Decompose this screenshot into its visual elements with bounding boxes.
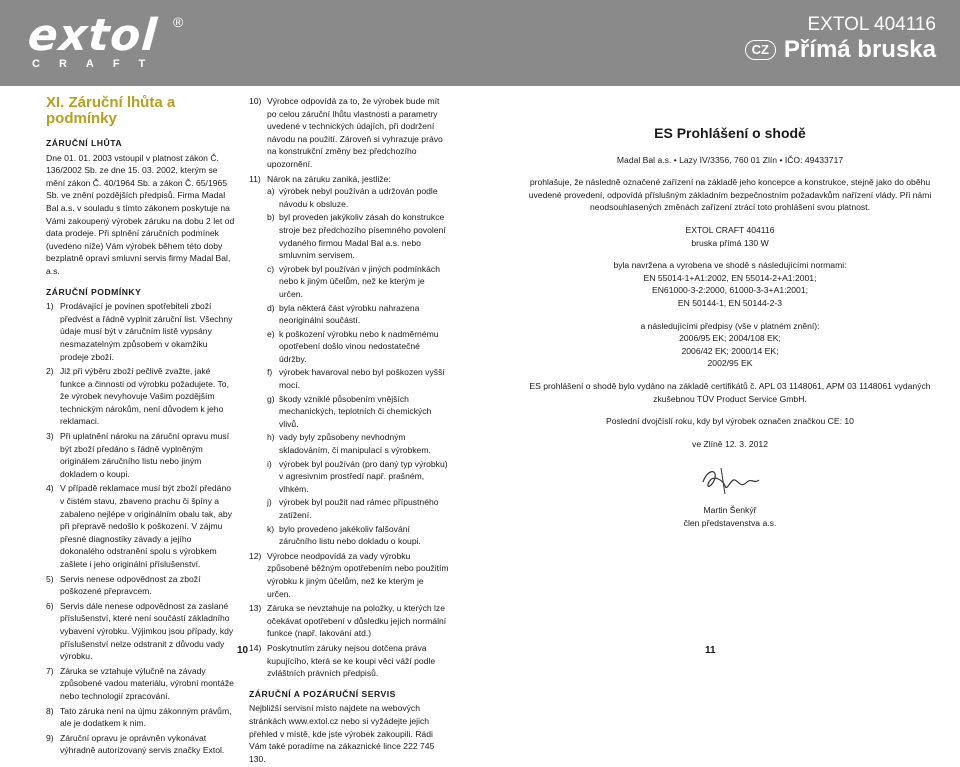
list-item: 12) Výrobce neodpovídá za vady výrobku způsobené běžným opotřebením nebo použitím výrobku k jiným účelům, než ke kterým je určen. (249, 550, 449, 599)
page-number-left: 10 (237, 645, 249, 656)
product-title-row (745, 36, 936, 64)
model-number: EXTOL 404116 (807, 14, 936, 35)
list-item: 7) Záruka se vztahuje výlučně na závady způsobené vadou materiálu, výrobní montáže nebo technologií zpracování. (46, 665, 234, 701)
reg-line: 2002/95 EK (707, 358, 753, 369)
regs-intro: a následujícími předpisy (vše v platném znění): (640, 320, 820, 331)
language-badge: CZ (745, 40, 776, 60)
norms-intro: byla navržena a vyrobena ve shodě s následujícími normami: (613, 260, 847, 271)
sub-list-item: k) bylo provedeno jakékoliv falšování záručního listu nebo dokladu o koupi. (267, 523, 421, 547)
warranty-column-left (46, 95, 236, 759)
list-item: 10) Výrobce odpovídá za to, že výrobek bude mít po celou záruční lhůtu vlastnosti a parametry uvedené v technických údajích, při dodržení návodu na použití. Zároveň si vyhrazuje právo na konstrukční změny bez předchozího upozornění. (249, 96, 443, 169)
sub-list-item: e) k poškození výrobku nebo k nadměrnému opotřebení došlo vinou nedostatečné údržby. (267, 328, 439, 364)
regulations-block (528, 320, 932, 370)
registered-mark: ® (173, 14, 184, 30)
signature-image (695, 460, 765, 500)
extol-craft-logo (26, 10, 188, 74)
list-item: 13) Záruka se nevztahuje na položky, u kterých lze očekávat opotřebení v důsledku jejich normální funkce (např. lakování atd.) (249, 603, 447, 639)
page-number-right: 11 (705, 645, 716, 656)
subheading-warranty-conditions: ZÁRUČNÍ PODMÍNKY (46, 286, 142, 297)
warranty-column-middle (249, 95, 449, 767)
warranty-period-text: Dne 01. 01. 2003 vstoupil v platnost zákon Č. 136/2002 Sb. ze dne 15. 03. 2002, kterým se mění zákon Č. 40/1964 Sb. a zákon Č. 65/1965 Sb. ve znění pozdějších předpisů. Firma Madal Bal a.s. v souladu s tímto zákonem poskytuje na Vámi zakoupený výrobek záruku na dobu 2 let od data prodeje. Při splnění záručních podmínek (uvedeno níže) Vám výrobek během této doby bezplatně opraví smluvní servis firmy Madal Bal, a.s. (46, 152, 235, 276)
logo-wordmark: extol (26, 10, 160, 61)
service-text: Nejbližší servisní místo najdete na webových stránkách www.extol.cz nebo si vyžádejte jejich přehled v místě, kde jste výrobek zakoupili. Rádi Vám také poradíme na zákaznické lince 222 745 130. (249, 703, 435, 764)
sub-list-item: h) vady byly způsobeny nevhodným skladováním, či manipulací s výrobkem. (267, 432, 431, 456)
signer-block (528, 504, 932, 529)
product-title: Přímá bruska (783, 36, 936, 63)
section-title: XI. Záruční lhůta a podmínky (46, 94, 176, 127)
sub-list-item: b) byl proveden jakýkoliv zásah do konstrukce stroje bez předchozího písemného povolení vydaného firmou Madal Bal a.s. nebo smluvním servisem. (267, 212, 446, 261)
signer-role: člen představenstva a.s. (683, 517, 777, 528)
sub-list-item: j) výrobek byl použit nad rámec přípustného zatížení. (267, 497, 439, 520)
norms-block (528, 259, 932, 309)
ce-year-text: Poslední dvojčíslí roku, kdy byl výrobek označen značkou CE: 10 (606, 416, 854, 427)
norm-line: EN 50144-1, EN 50144-2-3 (677, 297, 783, 308)
norm-line: EN61000-3-2:2000, 61000-3-3+A1:2001; (651, 285, 808, 296)
list-item: 6) Servis dále nenese odpovědnost za zaslané příslušenství, které není součástí základního vybavení výrobku. Výjimkou jsou případy, kdy příslušenství nelze odstranit z důvodu vady výrobku. (46, 600, 234, 662)
subheading-service: ZÁRUČNÍ A POZÁRUČNÍ SERVIS (249, 688, 396, 699)
list-item: 14) Poskytnutím záruky nejsou dotčena práva kupujícího, která se ke koupi věci váží podle zvláštních právních předpisů. (249, 642, 436, 679)
header-band (0, 0, 960, 86)
declaration-text: prohlašuje, že následně označené zařízení na základě jeho koncepce a konstrukce, stejně jako do oběhu uvedené provedení, odpovídá příslušným základním bezpečnostním požadavkům nařízení vlády. Při námi neodsouhlasených změnách zařízení ztrácí toto prohlášení svou platnost. (528, 177, 932, 213)
reg-line: 2006/42 EK; 2000/14 EK; (681, 345, 779, 356)
sub-list-item: d) byla některá část výrobku nahrazena neoriginální součástí. (267, 302, 420, 326)
product-identification (528, 224, 932, 249)
company-line: Madal Bal a.s. • Lazy IV/3356, 760 01 Zlín • IČO: 49433717 (616, 154, 844, 165)
declaration-title: ES Prohlášení o shodě (654, 125, 806, 141)
list-item: 11) Nárok na záruku zaniká, jestliže: a) výrobek nebyl používán a udržován podle návodu k obsluze. b) byl proveden jakýkoliv zásah do konstrukce stroje bez předchozího písemného povolení vydaného firmou Madal Bal a.s. nebo smluvním servisem. c) výrobek byl používán v jiných podmínkách nebo k jiným účelům, než ke kterým je určen. d) byla některá část výrobku nahrazena neoriginální součástí. e) k poškození výrobku nebo k nadměrnému opotřebení došlo vinou nedostatečné údržby. f) výrobek havaroval nebo byl poškozen vyšší mocí. g) škody vzniklé působením vnějších mechanických, teplotních či chemických vlivů. h) vady byly způsobeny nevhodným skladováním, či manipulací s výrobkem. i) výrobek byl používán (pro daný typ výrobku) v agresivním prostředí např. prašném, vlhkém. j) výrobek byl použit nad rámec přípustného zatížení. k) bylo provedeno jakékoliv falšování záručního listu nebo dokladu o koupi. (249, 173, 448, 547)
list-item: 4) V případě reklamace musí být zboží předáno v čistém stavu, zbaveno prachu či špíny a zabaleno nejlépe v originálním obalu tak, aby při přepravě nedošlo k poškození. V zájmu přesné diagnostiky závady a jejího dokonalého odstranění spolu s výrobkem zašlete i jeho originální příslušenství. (46, 483, 232, 569)
conditions-list-continued (249, 95, 449, 680)
sub-list-item: f) výrobek havaroval nebo byl poškozen vyšší mocí. (267, 367, 445, 391)
list-item: 8) Tato záruka není na újmu zákonným právům, ale je dodatkem k nim. (46, 705, 232, 729)
place-date: ve Zlíně 12. 3. 2012 (692, 438, 768, 449)
sub-list-item: i) výrobek byl používán (pro daný typ výrobku) v agresivním prostředí např. prašném, vlhkém. (267, 458, 448, 494)
exclusions-list (267, 185, 449, 548)
conditions-list (46, 300, 236, 757)
list-item: 9) Záruční opravu je oprávněn vykonávat výhradně autorizovaný servis značky Extol. (46, 732, 225, 756)
subheading-warranty-period: ZÁRUČNÍ LHŮTA (46, 138, 123, 148)
certificate-text: ES prohlášení o shodě bylo vydáno na základě certifikátů č. APL 03 1148061, APM 03 1148061 vydaných zkušebnou TÜV Product Service GmbH. (529, 380, 931, 404)
signer-name: Martin Šenkýř (703, 505, 757, 516)
list-item: 2) Již při výběru zboží pečlivě zvažte, jaké funkce a činnosti od výrobku požadujete. To, že výrobek nevyhovuje Vašim pozdějším technickým nárokům, není důvodem k jeho reklamaci. (46, 366, 229, 427)
list-item: 1) Prodávající je povinen spotřebiteli zboží předvést a řádně vyplnit záruční list. Všechny údaje musí být v záručním listě vypsány nesmazatelným způsobem v okamžiku prodeje zboží. (46, 301, 233, 362)
product-line-1: EXTOL CRAFT 404116 (685, 224, 775, 235)
sub-list-item: a) výrobek nebyl používán a udržován podle návodu k obsluze. (267, 186, 438, 209)
list-item: 5) Servis nenese odpovědnost za zboží poškozené přepravcem. (46, 573, 201, 597)
list-item: 3) Při uplatnění nároku na záruční opravu musí být zboží předáno s řádně vyplněným originálem záručního listu nebo jiným dokladem o koupi. (46, 431, 230, 479)
declaration-column (528, 127, 932, 539)
norm-line: EN 55014-1+A1:2002, EN 55014-2+A1:2001; (643, 272, 817, 283)
logo-subtitle: CRAFT (32, 58, 165, 70)
sub-list-item: c) výrobek byl používán v jiných podmínkách nebo k jiným účelům, než ke kterým je určen. (267, 263, 440, 299)
sub-list-item: g) škody vzniklé působením vnějších mechanických, teplotních či chemických vlivů. (267, 393, 432, 429)
product-line-2: bruska přímá 130 W (691, 237, 769, 248)
reg-line: 2006/95 EK; 2004/108 EK; (679, 333, 781, 344)
